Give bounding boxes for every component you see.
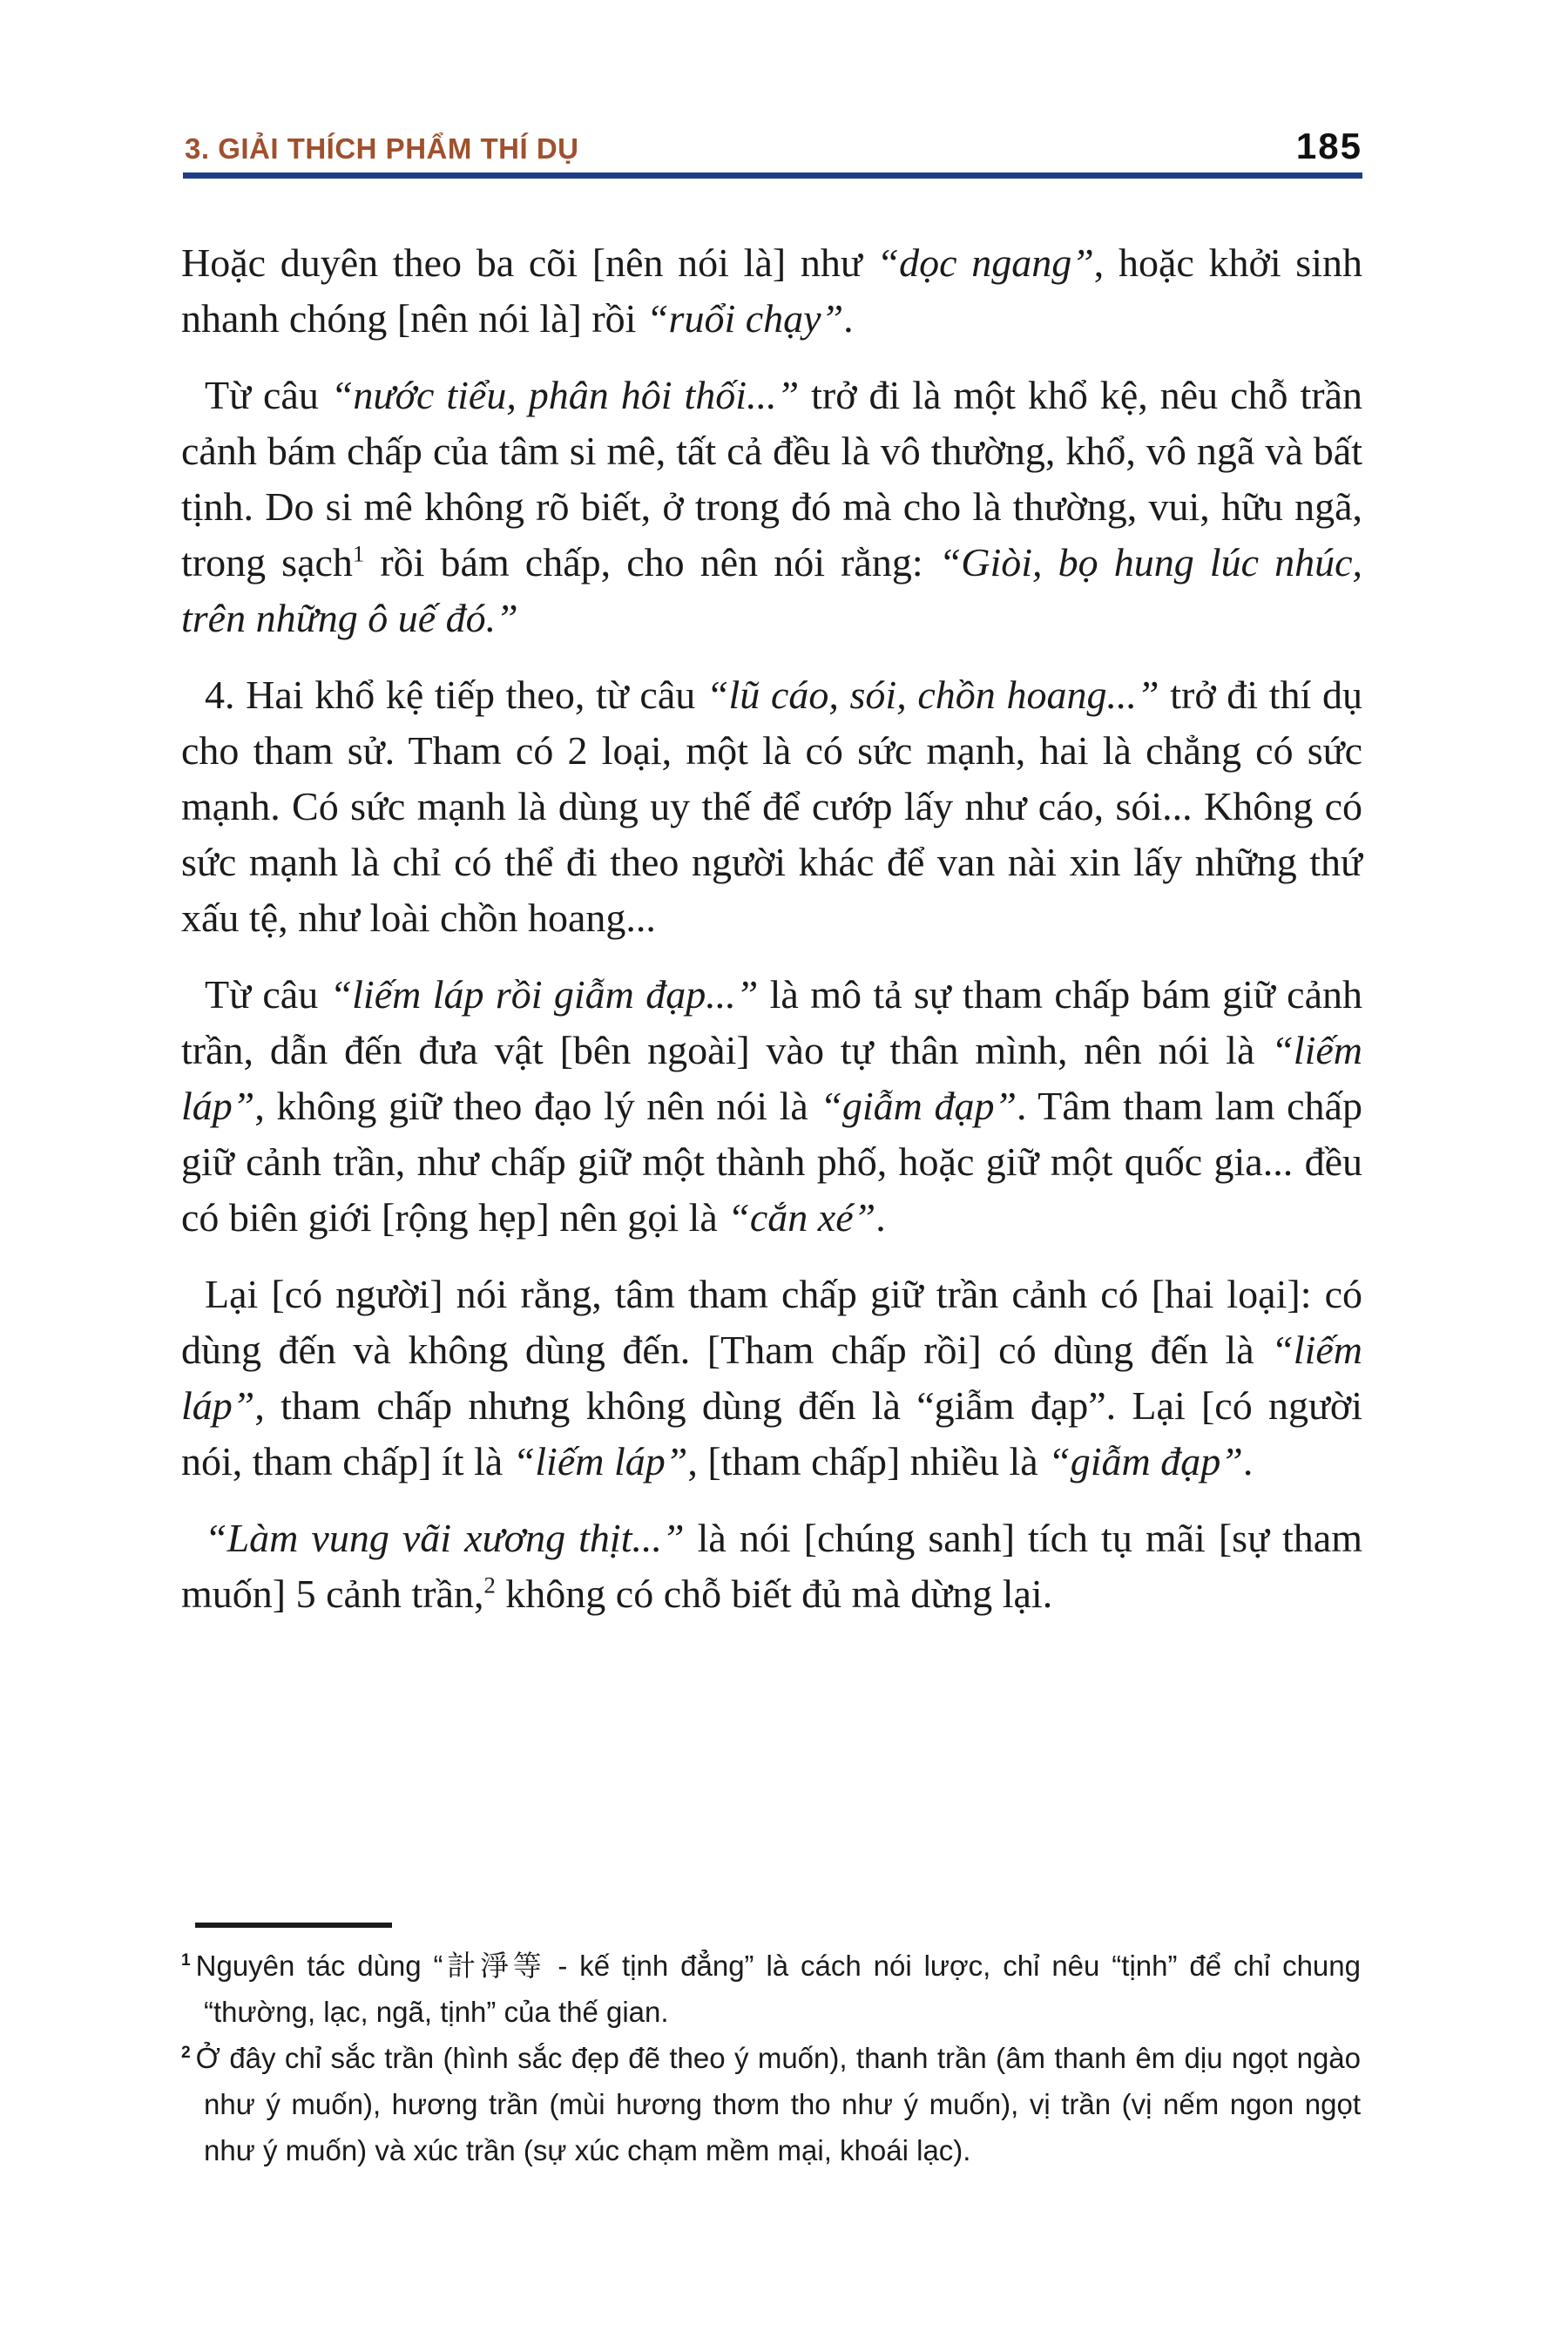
text-run: . Tâm tham lam chấp giữ cảnh trần, như chấp giữ một thành phố, hoặc giữ một quốc gia... đều có biên giới [rộng hẹp] nên gọi là: [181, 1084, 1362, 1240]
quoted-phrase: “Làm vung vãi xương thịt...”: [205, 1516, 685, 1560]
quoted-phrase: “cắn xé”: [727, 1195, 876, 1240]
quoted-phrase: “Giòi, bọ hung lúc nhúc, trên những ô uế đó.”: [181, 540, 1362, 640]
paragraph: [181, 235, 1362, 347]
paragraph: [181, 667, 1362, 946]
footnote-ref: 2: [483, 1571, 496, 1598]
text-run: , không giữ theo đạo lý nên nói là: [254, 1084, 821, 1128]
quoted-phrase: “liếm láp”: [512, 1439, 688, 1484]
header-rule: [183, 172, 1362, 179]
footnote-text: Ở đây chỉ sắc trần (hình sắc đẹp đẽ theo ý muốn), thanh trần (âm thanh êm dịu ngọt ngào như ý muốn), hương trần (mùi hương thơm tho như ý muốn), vị trần (vị nếm ngon ngọt như ý muốn) và xúc trần (sự xúc chạm mềm mại, khoái lạc).: [195, 2042, 1361, 2166]
text-run: là nói [chúng sanh] tích tụ mãi [sự tham muốn] 5 cảnh trần,: [181, 1516, 1362, 1616]
quoted-phrase: “giẫm đạp”: [1048, 1439, 1243, 1484]
footnote-ref: 1: [352, 540, 365, 567]
text-run: không có chỗ biết đủ mà dừng lại.: [495, 1571, 1053, 1616]
running-header-title: 3. GIẢI THÍCH PHẨM THÍ DỤ: [185, 132, 579, 165]
text-run: rồi bám chấp, cho nên nói rằng:: [364, 540, 939, 585]
page-number: 185: [1295, 125, 1362, 166]
quoted-phrase: “lũ cáo, sói, chồn hoang...”: [706, 672, 1159, 717]
paragraph: [181, 967, 1362, 1246]
text-run: .: [875, 1195, 886, 1240]
text-run: 4. Hai khổ kệ tiếp theo, từ câu: [205, 672, 706, 717]
text-run: Từ câu: [205, 972, 330, 1017]
footnote: [181, 1943, 1361, 2035]
text-run: Từ câu: [205, 373, 331, 417]
text-run: , [tham chấp] nhiều là: [687, 1439, 1049, 1484]
quoted-phrase: “dọc ngang”: [876, 240, 1094, 285]
quoted-phrase: “giẫm đạp”: [820, 1084, 1017, 1128]
text-run: là mô tả sự tham chấp bám giữ cảnh trần, dẫn đến đưa vật [bên ngoài] vào tự thân mình, nên nói là: [181, 972, 1362, 1072]
body-text: [181, 235, 1362, 1643]
text-run: trở đi thí dụ cho tham sử. Tham có 2 loại, một là có sức mạnh, hai là chẳng có sức mạnh. Có sức mạnh là dùng uy thế để cướp lấy như cáo, sói... Không có sức mạnh là chỉ có thể đi theo người khác để van nài xin lấy những thứ xấu tệ, như loài chồn hoang...: [181, 672, 1362, 940]
paragraph: [181, 1267, 1362, 1490]
text-run: Hoặc duyên theo ba cõi [nên nói là] như: [181, 240, 877, 285]
quoted-phrase: “liếm láp”: [181, 1328, 1362, 1428]
text-run: trở đi là một khổ kệ, nêu chỗ trần cảnh bám chấp của tâm si mê, tất cả đều là vô thường, khổ, vô ngã và bất tịnh. Do si mê không rõ biết, ở trong đó mà cho là thường, vui, hữu ngã, trong sạch: [181, 373, 1362, 585]
text-run: Lại [có người] nói rằng, tâm tham chấp giữ trần cảnh có [hai loại]: có dùng đến và không dùng đến. [Tham chấp rồi] có dùng đến là: [181, 1272, 1362, 1372]
footnotes: [181, 1943, 1361, 2173]
text-run: .: [843, 296, 854, 341]
quoted-phrase: “liếm láp”: [181, 1028, 1362, 1128]
quoted-phrase: “ruổi chạy”: [645, 296, 844, 341]
paragraph: [181, 368, 1362, 646]
paragraph: [181, 1511, 1362, 1622]
footnote-separator: [195, 1923, 392, 1928]
text-run: , hoặc khởi sinh nhanh chóng [nên nói là] rồi: [181, 240, 1362, 341]
footnote-marker: 1: [181, 1951, 191, 1970]
page-header: [185, 125, 1362, 167]
footnote: [181, 2035, 1361, 2173]
text-run: .: [1242, 1439, 1254, 1484]
text-run: , tham chấp nhưng không dùng đến là “giẫm đạp”. Lại [có người nói, tham chấp] ít là: [181, 1383, 1362, 1484]
footnote-text: Nguyên tác dùng “計淨等 - kế tịnh đẳng” là cách nói lược, chỉ nêu “tịnh” để chỉ chung “thường, lạc, ngã, tịnh” của thế gian.: [195, 1950, 1361, 2028]
footnote-marker: 2: [181, 2044, 191, 2062]
quoted-phrase: “nước tiểu, phân hôi thối...”: [330, 373, 800, 417]
quoted-phrase: “liếm láp rồi giẫm đạp...”: [329, 972, 759, 1017]
